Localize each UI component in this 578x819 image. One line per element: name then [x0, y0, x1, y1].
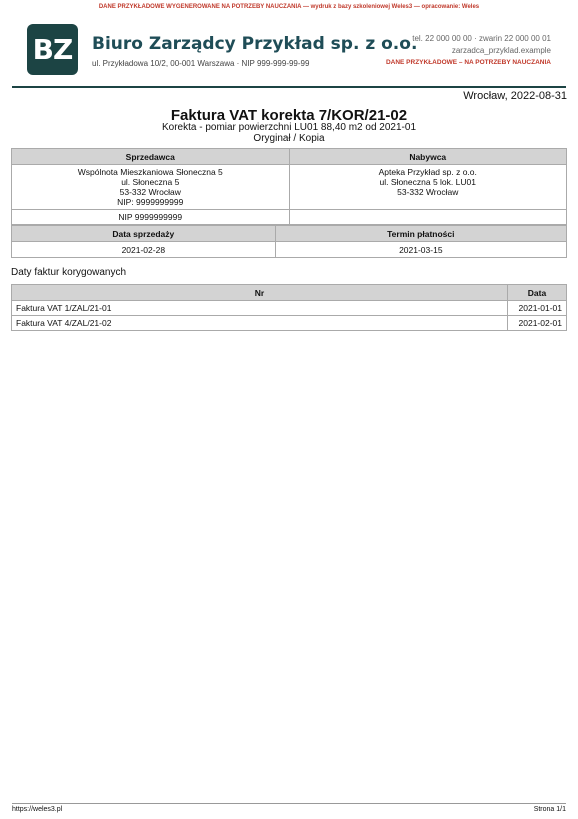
company-phone: tel. 22 000 00 00 · zwarin 22 000 00 01	[412, 34, 551, 43]
training-notice: DANE PRZYKŁADOWE WYGENEROWANE NA POTRZEBY NAUCZANIA — wydruk z bazy szkoleniowej Weles3 — opracowanie: Weles	[98, 4, 480, 10]
invoice-subtitle: Korekta - pomiar powierzchni LU01 88,40 m2 od 2021-01	[161, 122, 417, 133]
parties-table	[11, 148, 567, 225]
footer-url: https://weles3.pl	[12, 806, 63, 813]
company-address: ul. Przykładowa 10/2, 00-001 Warszawa · NIP 999-999-99-99	[92, 59, 310, 68]
buyer-nip-empty	[289, 210, 567, 225]
due-date: 2021-03-15	[275, 242, 566, 258]
corrected-invoices-table	[11, 284, 567, 331]
col-date-header: Data	[508, 285, 567, 301]
seller-name: Wspólnota Mieszkaniowa Słoneczna 5	[77, 167, 223, 177]
invoice-copy-label: Oryginał / Kopia	[253, 133, 325, 144]
invoice-number: Faktura VAT 1/ZAL/21-01	[12, 301, 508, 316]
buyer-street: ul. Słoneczna 5 lok. LU01	[379, 177, 476, 187]
company-name: Biuro Zarządcy Przykład sp. z o.o.	[92, 34, 418, 54]
company-contact	[386, 33, 551, 69]
invoice-title: Faktura VAT korekta 7/KOR/21-02	[170, 107, 408, 124]
page-number: Strona 1/1	[533, 806, 566, 813]
seller-details	[12, 165, 290, 210]
footer-divider	[12, 803, 566, 804]
header-divider	[12, 86, 566, 88]
corrected-invoices-label: Daty faktur korygowanych	[11, 267, 127, 278]
dates-table	[11, 225, 567, 258]
buyer-header: Nabywca	[289, 149, 567, 165]
sale-date-header: Data sprzedaży	[12, 226, 276, 242]
seller-header: Sprzedawca	[12, 149, 290, 165]
buyer-details	[289, 165, 567, 210]
col-nr-header: Nr	[12, 285, 508, 301]
invoice-date: 2021-02-01	[508, 316, 567, 331]
invoice-number: Faktura VAT 4/ZAL/21-02	[12, 316, 508, 331]
company-email: zarzadca_przyklad.example	[451, 46, 551, 55]
sale-date: 2021-02-28	[12, 242, 276, 258]
seller-city: 53-332 Wrocław	[119, 187, 181, 197]
table-row	[12, 301, 567, 316]
invoice-subtitle-block	[0, 122, 578, 144]
table-row	[12, 316, 567, 331]
buyer-city: 53-332 Wrocław	[397, 187, 459, 197]
company-logo: BZ	[27, 24, 78, 75]
due-date-header: Termin płatności	[275, 226, 566, 242]
seller-street: ul. Słoneczna 5	[121, 177, 180, 187]
invoice-date: 2021-01-01	[508, 301, 567, 316]
company-disclaimer: DANE PRZYKŁADOWE – NA POTRZEBY NAUCZANIA	[385, 59, 551, 66]
place-date: Wrocław, 2022-08-31	[463, 90, 567, 102]
seller-nip-line: NIP: 9999999999	[117, 197, 184, 207]
buyer-name: Apteka Przykład sp. z o.o.	[378, 167, 477, 177]
seller-nip: NIP 9999999999	[12, 210, 290, 225]
